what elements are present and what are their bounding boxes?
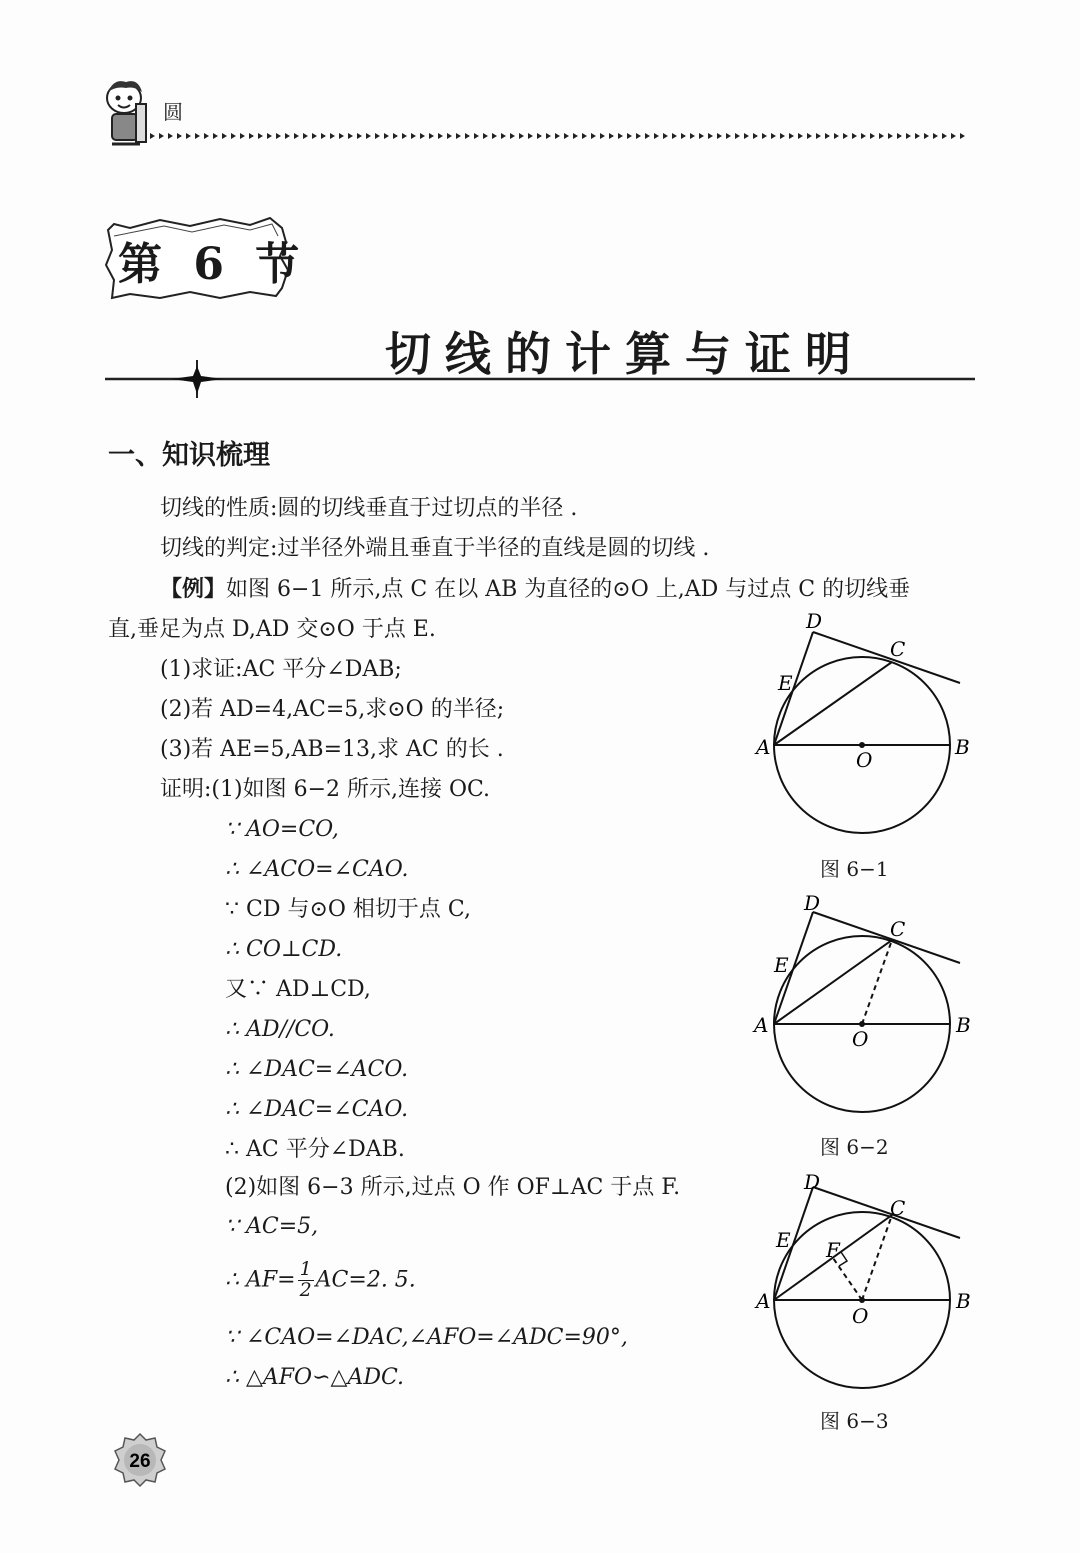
proof-step-2a: ∵ AC=5, (225, 1214, 319, 1239)
dot-arrow (240, 133, 245, 139)
chapter-title: 切线的计算与证明 (385, 327, 865, 381)
figure-6-1 (750, 610, 975, 840)
dot-arrow (222, 133, 227, 139)
dot-arrow (771, 133, 776, 139)
dot-arrow (438, 133, 443, 139)
dot-arrow (393, 133, 398, 139)
label-b: B (956, 1289, 971, 1313)
dot-arrow (672, 133, 677, 139)
fraction-denominator: 2 (299, 1278, 312, 1301)
proof-intro: 证明:(1)如图 6−2 所示,连接 OC. (160, 777, 491, 802)
label-b: B (956, 1013, 971, 1037)
dot-arrow (402, 133, 407, 139)
label-b: B (955, 735, 970, 759)
dot-arrow (312, 133, 317, 139)
dot-arrow (375, 133, 380, 139)
figure-6-3 (750, 1165, 975, 1395)
dot-arrow (888, 133, 893, 139)
dot-arrow (636, 133, 641, 139)
fraction-numerator: 1 (299, 1258, 312, 1280)
label-f: F (826, 1238, 840, 1262)
dot-arrow (537, 133, 542, 139)
header-title: 圆 (163, 100, 183, 124)
dot-arrow (195, 133, 200, 139)
dot-arrow (744, 133, 749, 139)
dot-arrow (681, 133, 686, 139)
proof-step: 又∵ AD⊥CD, (225, 977, 371, 1002)
label-a: A (754, 1013, 769, 1037)
dot-arrow (735, 133, 740, 139)
dot-arrow (870, 133, 875, 139)
proof-step: ∴ ∠DAC=∠CAO. (225, 1097, 409, 1122)
figure-caption: 图 6−2 (820, 1135, 889, 1159)
dot-arrow (906, 133, 911, 139)
dot-arrow (429, 133, 434, 139)
proof-step: ∴ ∠DAC=∠ACO. (225, 1057, 409, 1082)
label-e: E (774, 953, 789, 977)
proof-part-2: (2)如图 6−3 所示,过点 O 作 OF⊥AC 于点 F. (225, 1175, 681, 1200)
section-heading: 一、知识梳理 (108, 440, 270, 471)
dot-arrow (339, 133, 344, 139)
dot-arrow (420, 133, 425, 139)
dot-arrow (852, 133, 857, 139)
dot-arrow (528, 133, 533, 139)
dot-arrow (330, 133, 335, 139)
example-tag: 【例】 (160, 576, 227, 602)
question-3: (3)若 AE=5,AB=13,求 AC 的长 . (160, 737, 504, 762)
dot-arrow (357, 133, 362, 139)
dot-arrow (501, 133, 506, 139)
dot-arrow (951, 133, 956, 139)
proof-step-2c: ∵ ∠CAO=∠DAC,∠AFO=∠ADC=90°, (225, 1325, 628, 1350)
dot-arrow (555, 133, 560, 139)
figure-6-2 (750, 890, 975, 1120)
dot-arrow (456, 133, 461, 139)
dot-arrow (150, 133, 155, 139)
dot-arrow (798, 133, 803, 139)
dot-arrow (492, 133, 497, 139)
dot-arrow (780, 133, 785, 139)
dot-arrow (573, 133, 578, 139)
dot-arrow (654, 133, 659, 139)
example-line-2: 直,垂足为点 D,AD 交⊙O 于点 E. (108, 617, 436, 642)
dot-arrow (366, 133, 371, 139)
dot-arrow (816, 133, 821, 139)
dot-arrow (690, 133, 695, 139)
dot-arrow (843, 133, 848, 139)
dot-arrow (519, 133, 524, 139)
dot-arrow (447, 133, 452, 139)
dot-arrow (285, 133, 290, 139)
dot-arrow (717, 133, 722, 139)
mascot-icon (100, 78, 152, 146)
dot-arrow (960, 133, 965, 139)
proof-step: ∴ CO⊥CD. (225, 937, 343, 962)
dot-arrow (267, 133, 272, 139)
dot-arrow (177, 133, 182, 139)
dot-arrow (663, 133, 668, 139)
dot-arrow (879, 133, 884, 139)
dot-arrow (303, 133, 308, 139)
label-o: O (852, 1304, 869, 1328)
proof-step-2d: ∴ △AFO∽△ADC. (225, 1365, 405, 1390)
dot-arrow (249, 133, 254, 139)
dot-arrow (924, 133, 929, 139)
dot-arrow (213, 133, 218, 139)
label-a: A (756, 735, 771, 759)
proof-step: ∴ AD//CO. (225, 1017, 335, 1042)
dot-arrow (699, 133, 704, 139)
dot-arrow (546, 133, 551, 139)
dot-arrow (411, 133, 416, 139)
page-number: 26 (129, 1451, 151, 1472)
proof-step: ∴ ∠ACO=∠CAO. (225, 857, 409, 882)
dot-arrow (474, 133, 479, 139)
af-lhs: ∴ AF= (225, 1267, 296, 1293)
dot-arrow (825, 133, 830, 139)
dot-arrow (861, 133, 866, 139)
dot-arrow (645, 133, 650, 139)
af-rhs: AC=2. 5. (315, 1267, 416, 1293)
section-label: 第 6 节 (118, 239, 308, 290)
dot-arrow (807, 133, 812, 139)
dot-arrow (186, 133, 191, 139)
dot-arrow (708, 133, 713, 139)
dot-arrow (159, 133, 164, 139)
label-o: O (856, 748, 873, 772)
dot-arrow (915, 133, 920, 139)
label-e: E (778, 671, 793, 695)
label-d: D (804, 1170, 821, 1194)
label-c: C (890, 1196, 906, 1220)
dot-arrow (618, 133, 623, 139)
example-line-1 (160, 578, 910, 601)
dot-arrow (465, 133, 470, 139)
dot-arrow (726, 133, 731, 139)
dot-arrow (168, 133, 173, 139)
fraction-one-half (298, 1260, 314, 1301)
dot-arrow (789, 133, 794, 139)
dot-arrow (510, 133, 515, 139)
dot-arrow (231, 133, 236, 139)
dot-arrow (627, 133, 632, 139)
dot-arrow (294, 133, 299, 139)
proof-step: ∵ CD 与⊙O 相切于点 C, (225, 897, 471, 922)
figure-caption: 图 6−3 (820, 1409, 889, 1433)
label-o: O (852, 1027, 869, 1051)
dot-arrow (933, 133, 938, 139)
page-number-badge (112, 1432, 168, 1488)
label-a: A (756, 1289, 771, 1313)
dot-arrow (762, 133, 767, 139)
proof-step: ∵ AO=CO, (225, 817, 339, 842)
label-d: D (806, 610, 823, 633)
label-c: C (890, 917, 906, 941)
question-1: (1)求证:AC 平分∠DAB; (160, 657, 402, 682)
label-e: E (776, 1228, 791, 1252)
example-text-1: 如图 6−1 所示,点 C 在以 AB 为直径的⊙O 上,AD 与过点 C 的切线垂 (226, 577, 911, 602)
dot-arrow (582, 133, 587, 139)
dot-arrow (834, 133, 839, 139)
dot-arrow (564, 133, 569, 139)
proof-step-2b (225, 1260, 416, 1301)
title-rule (105, 360, 975, 410)
question-2: (2)若 AD=4,AC=5,求⊙O 的半径; (160, 697, 505, 722)
dot-arrow (321, 133, 326, 139)
dot-arrow (276, 133, 281, 139)
proof-step: ∴ AC 平分∠DAB. (225, 1137, 405, 1162)
dot-arrow (591, 133, 596, 139)
dot-arrow (483, 133, 488, 139)
dot-arrow (348, 133, 353, 139)
dot-arrow (753, 133, 758, 139)
dot-arrow (258, 133, 263, 139)
dot-arrow (384, 133, 389, 139)
dot-arrow (609, 133, 614, 139)
dot-arrow (204, 133, 209, 139)
dot-arrow (600, 133, 605, 139)
label-c: C (890, 637, 906, 661)
label-d: D (804, 891, 821, 915)
header-dotted-rule (150, 130, 970, 142)
knowledge-property: 切线的性质:圆的切线垂直于过切点的半径 . (160, 496, 578, 521)
dot-arrow (897, 133, 902, 139)
knowledge-criterion: 切线的判定:过半径外端且垂直于半径的直线是圆的切线 . (160, 536, 710, 561)
dot-arrow (942, 133, 947, 139)
figure-caption: 图 6−1 (820, 857, 889, 881)
